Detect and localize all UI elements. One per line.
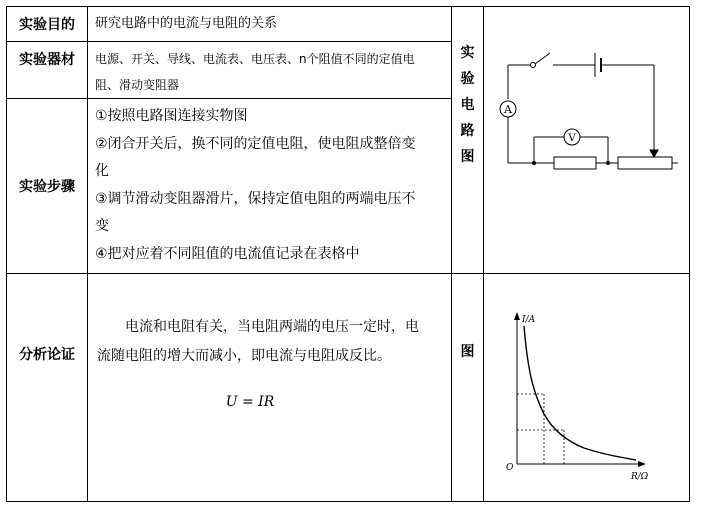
guide-lines <box>517 394 564 464</box>
y-axis-label: I/A <box>522 315 536 325</box>
switch-blade <box>535 53 550 64</box>
circuit-title-char: 电 <box>460 97 475 113</box>
equipment-label: 实验器材 <box>19 52 75 68</box>
fixed-resistor <box>554 157 596 169</box>
y-axis-arrow <box>514 312 520 320</box>
ammeter-label: A <box>504 103 512 116</box>
circuit-column-title <box>452 40 483 170</box>
table-border-right <box>689 6 690 502</box>
graph-column-label: 图 <box>460 344 475 360</box>
x-axis-arrow <box>638 461 646 467</box>
junction-dot <box>606 161 610 165</box>
circuit-title-char: 验 <box>460 71 475 87</box>
voltmeter-label: V <box>568 133 576 144</box>
circuit-diagram <box>484 7 689 273</box>
switch-pivot <box>531 63 536 68</box>
analysis-paragraph <box>97 313 447 371</box>
inverse-curve <box>524 326 636 460</box>
ohms-law-formula: U = IR <box>225 394 275 410</box>
table-col-divider-1 <box>87 6 88 502</box>
rheostat <box>618 157 672 169</box>
analysis-line-1: 电流和电阻有关，当电阻两端的电压一定时，电 <box>125 319 419 335</box>
current-resistance-graph <box>484 274 689 501</box>
equipment-line-2: 阻、滑动变阻器 <box>95 78 180 92</box>
circuit-title-char: 路 <box>460 123 475 139</box>
step-item: ④把对应着不同阻值的电流值记录在表格中 <box>95 245 360 262</box>
circuit-title-char: 图 <box>460 149 475 165</box>
circuit-title-char: 实 <box>460 45 475 61</box>
equipment-content <box>95 46 449 98</box>
junction-dot <box>532 161 536 165</box>
analysis-label: 分析论证 <box>19 347 75 363</box>
purpose-label: 实验目的 <box>19 17 75 33</box>
step-item: 化 <box>95 163 109 179</box>
x-axis-label: R/Ω <box>631 472 649 482</box>
purpose-content: 研究电路中的电流与电阻的关系 <box>95 16 278 31</box>
equipment-line-1: 电源、开关、导线、电流表、电压表、n个阻值不同的定值电 <box>95 52 415 66</box>
table-border-bottom <box>6 501 690 502</box>
steps-label: 实验步骤 <box>19 179 75 195</box>
analysis-line-2: 流随电阻的增大而减小，即电流与电阻成反比。 <box>97 348 391 364</box>
slider-arrow <box>650 150 658 157</box>
origin-label: O <box>506 463 514 473</box>
steps-list <box>95 103 449 268</box>
step-item: ①按照电路图连接实物图 <box>95 108 248 124</box>
step-item: ③调节滑动变阻器滑片，保持定值电阻的两端电压不 <box>95 190 416 207</box>
step-item: ②闭合开关后，换不同的定值电阻，使电阻成整倍变 <box>95 135 416 152</box>
step-item: 变 <box>95 218 109 234</box>
